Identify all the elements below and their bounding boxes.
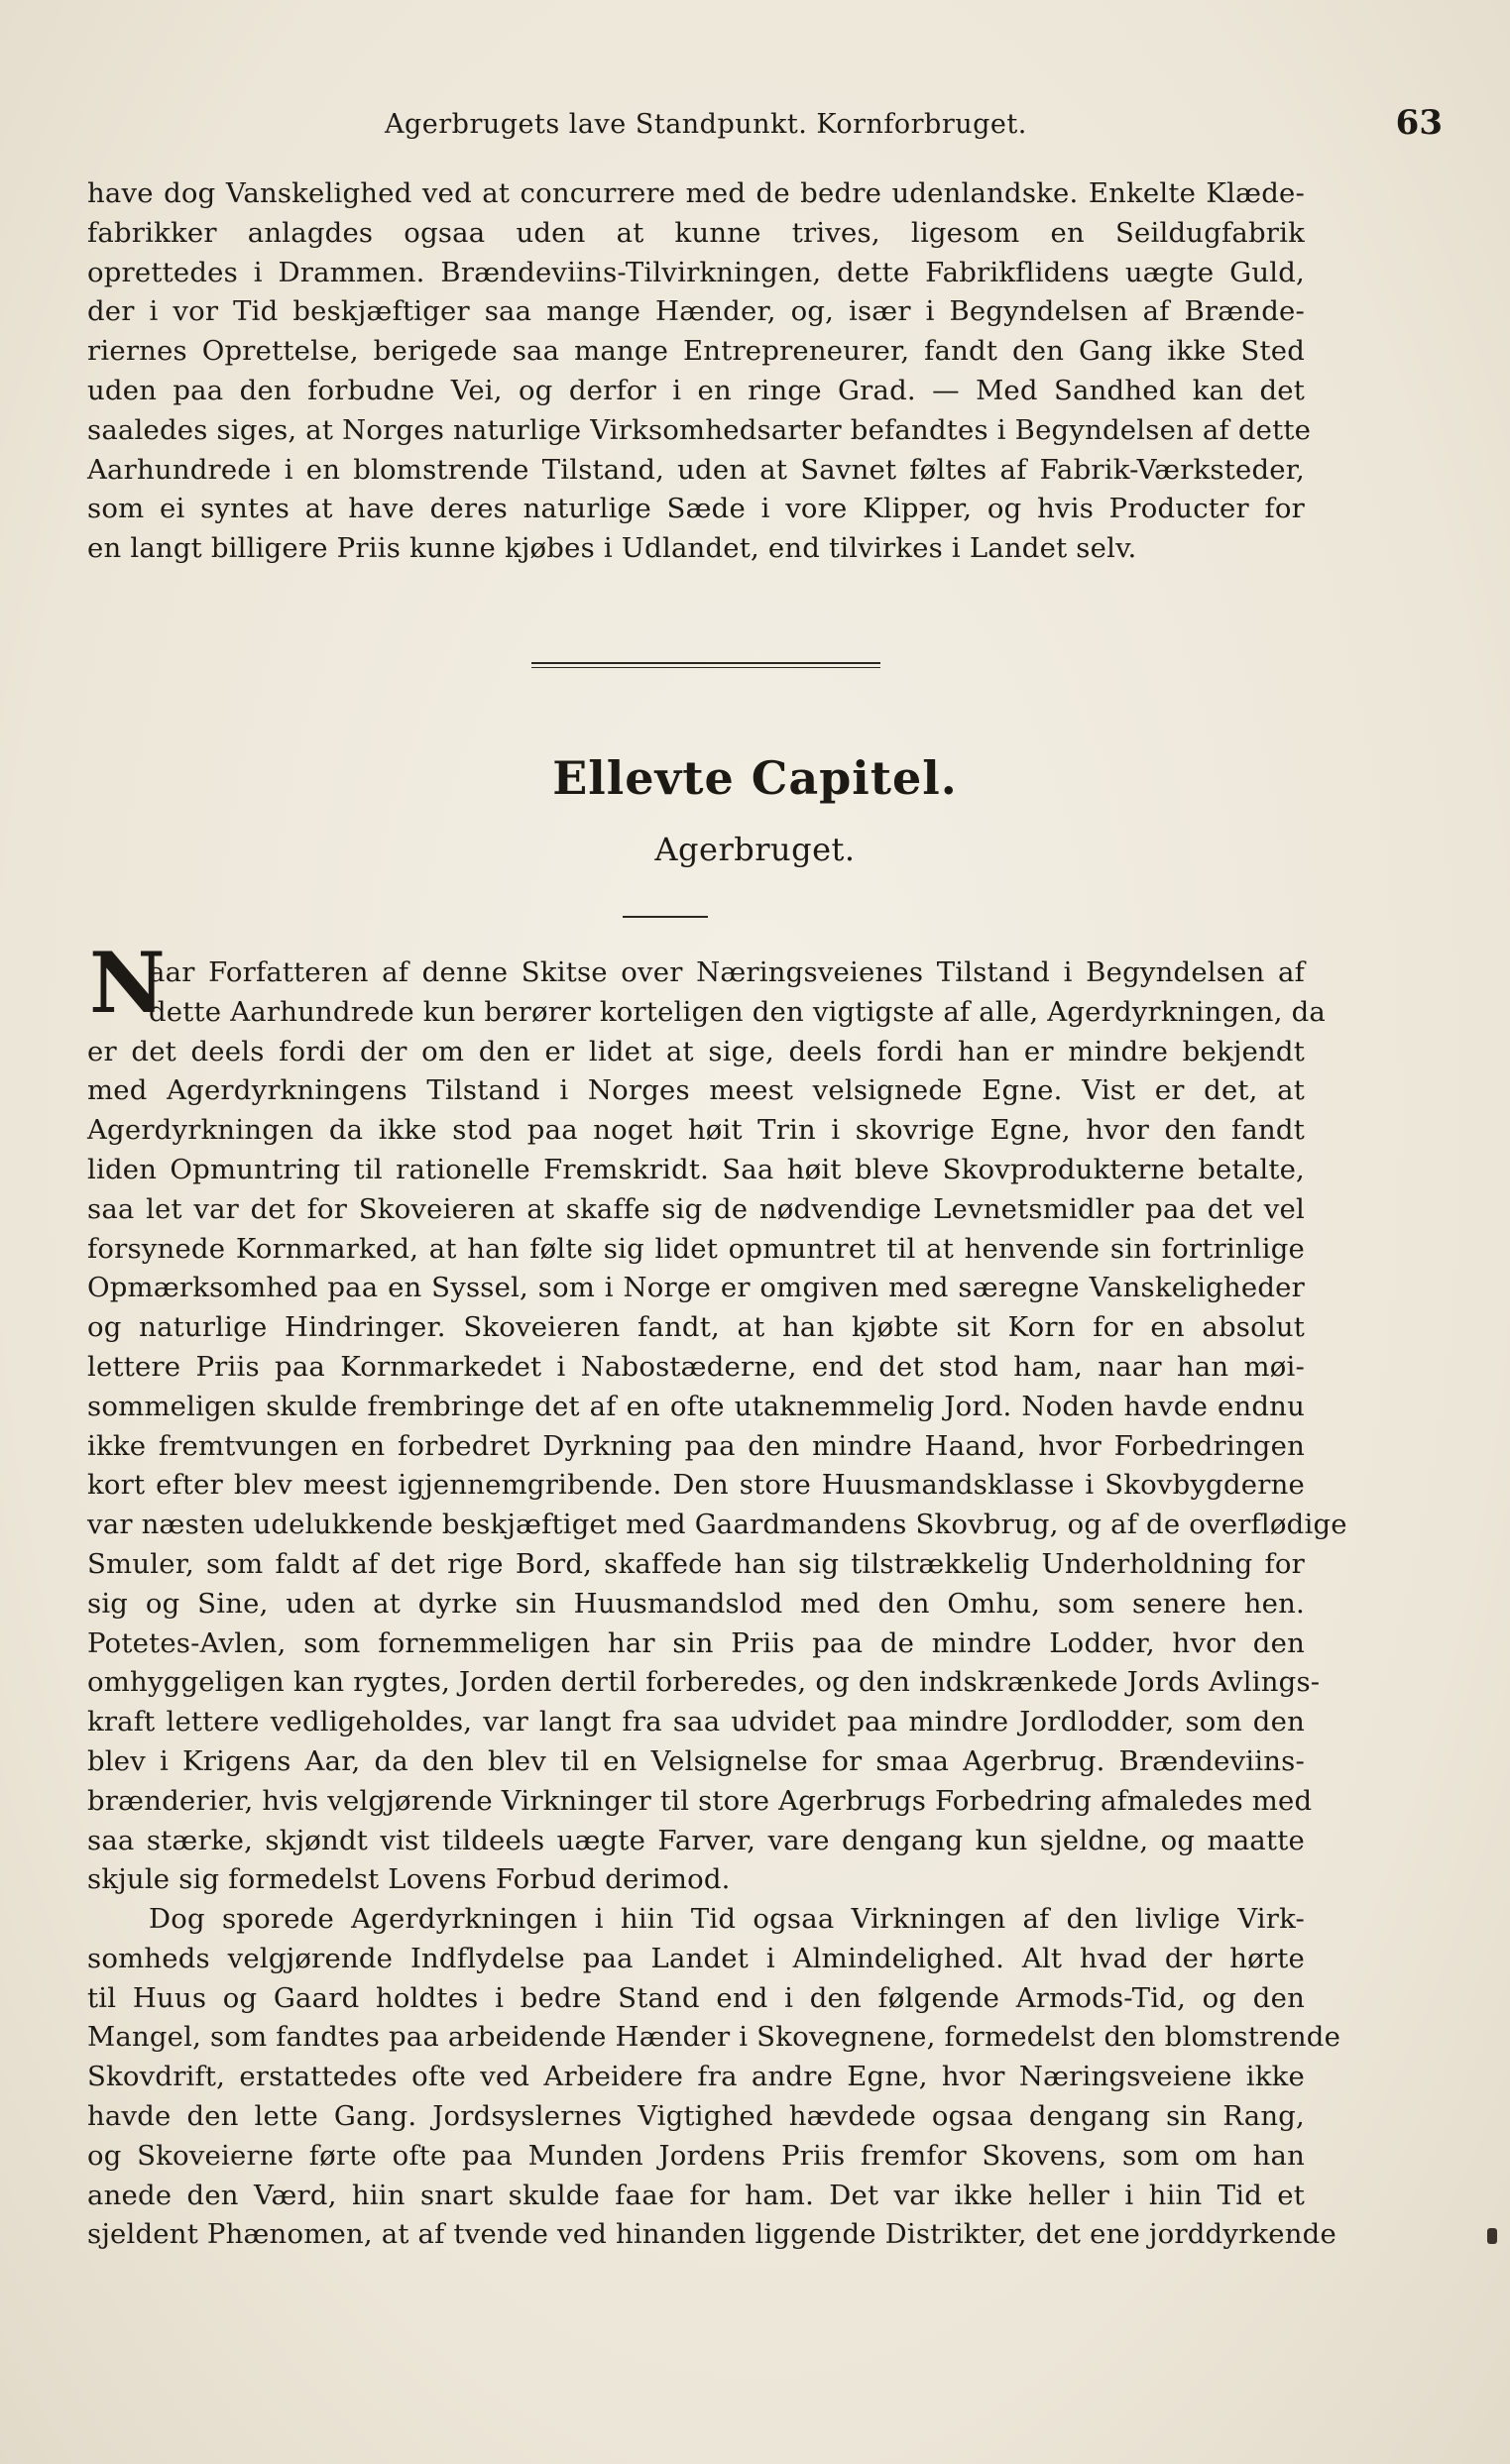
text-line: anede den Værd, hiin snart skulde faae for ham. Det var ikke heller i hiin Tid et [87, 2179, 1305, 2211]
top-paragraph [87, 174, 1312, 569]
running-head: Agerbrugets lave Standpunkt. Kornforbruget. [385, 109, 1027, 140]
text-line: omhyggeligen kan rygtes, Jorden dertil forberedes, og den indskrænkede Jords Avlings- [87, 1666, 1321, 1699]
first-paragraph [87, 953, 1347, 1900]
text-line: Skovdrift, erstattedes ofte ved Arbeidere fra andre Egne, hvor Næringsveiene ikke [87, 2061, 1305, 2093]
text-line: som ei syntes at have deres naturlige Sæde i vore Klipper, og hvis Producter for [87, 493, 1305, 525]
text-line: er det deels fordi der om den er lidet at sige, deels fordi han er mindre bekjendt [87, 1035, 1305, 1067]
text-line: skjule sig formedelst Lovens Forbud derimod. [87, 1863, 731, 1896]
text-line: og Skoveierne førte ofte paa Munden Jordens Priis fremfor Skovens, som om han [87, 2139, 1305, 2172]
text-line: uden paa den forbudne Vei, og derfor i en ringe Grad. — Med Sandhed kan det [87, 374, 1305, 406]
text-line: kort efter blev meest igjennemgribende. Den store Huusmandsklasse i Skovbygderne [87, 1469, 1305, 1502]
text-line: Agerdyrkningen da ikke stod paa noget høit Trin i skovrige Egne, hvor den fandt [87, 1114, 1305, 1147]
page-edge-mark [1487, 2228, 1497, 2244]
text-line: havde den lette Gang. Jordsyslernes Vigtighed hævdede ogsaa dengang sin Rang, [87, 2099, 1305, 2132]
text-line: oprettedes i Drammen. Brændeviins-Tilvirkningen, dette Fabrikflidens uægte Guld, [87, 256, 1305, 288]
text-line: have dog Vanskelighed ved at concurrere med de bedre udenlandske. Enkelte Klæde- [87, 177, 1305, 209]
text-line: liden Opmuntring til rationelle Fremskridt. Saa høit bleve Skovprodukterne betalte, [87, 1153, 1305, 1185]
subtitle-rule [623, 916, 708, 918]
text-line: fabrikker anlagdes ogsaa uden at kunne trives, ligesom en Seildugfabrik [87, 216, 1305, 249]
text-line: somheds velgjørende Indflydelse paa Landet i Almindelighed. Alt hvad der hørte [87, 1942, 1305, 1974]
text-line: med Agerdyrkningens Tilstand i Norges meest velsignede Egne. Vist er det, at [87, 1074, 1305, 1107]
text-line: til Huus og Gaard holdtes i bedre Stand end i den følgende Armods-Tid, og den [87, 1981, 1305, 2014]
text-line: brænderier, hvis velgjørende Virkninger til store Agerbrugs Forbedring afmaledes med [87, 1784, 1313, 1817]
text-line: var næsten udelukkende beskjæftiget med Gaardmandens Skovbrug, og af de overflødige [87, 1509, 1347, 1541]
text-line: forsynede Kornmarked, at han følte sig lidet opmuntret til at henvende sin fortrinlige [87, 1232, 1305, 1265]
text-line: aar Forfatteren af denne Skitse over Næringsveienes Tilstand i Begyndelsen af [149, 956, 1305, 988]
text-line: ikke fremtvungen en forbedret Dyrkning paa den mindre Haand, hvor Forbedringen [87, 1429, 1305, 1462]
text-line: lettere Priis paa Kornmarkedet i Nabostæderne, end det stod ham, naar han møi- [87, 1350, 1305, 1383]
text-line: sig og Sine, uden at dyrke sin Huusmandslod med den Omhu, som senere hen. [87, 1587, 1305, 1620]
text-line: en langt billigere Priis kunne kjøbes i Udlandet, end tilvirkes i Landet selv. [87, 532, 1137, 565]
text-line: kraft lettere vedligeholdes, var langt fra saa udvidet paa mindre Jordlodder, som den [87, 1706, 1305, 1738]
chapter-subtitle: Agerbruget. [654, 831, 856, 868]
text-line: der i vor Tid beskjæftiger saa mange Hænder, og, især i Begyndelsen af Brænde- [87, 295, 1305, 328]
text-line: Aarhundrede i en blomstrende Tilstand, uden at Savnet føltes af Fabrik-Værksteder, [87, 453, 1305, 486]
text-line: blev i Krigens Aar, da den blev til en Velsignelse for smaa Agerbrug. Brændeviins- [87, 1744, 1305, 1777]
text-line: og naturlige Hindringer. Skoveieren fandt, at han kjøbte sit Korn for en absolut [87, 1311, 1305, 1344]
text-line: saaledes siges, at Norges naturlige Virksomhedsarter befandtes i Begyndelsen af dette [87, 413, 1312, 446]
text-line: Potetes-Avlen, som fornemmeligen har sin Priis paa de mindre Lodder, hvor den [87, 1626, 1305, 1659]
text-line: sommeligen skulde frembringe det af en ofte utaknemmelig Jord. Noden havde endnu [87, 1390, 1305, 1422]
text-line: saa let var det for Skoveieren at skaffe sig de nødvendige Levnetsmidler paa det vel [87, 1192, 1305, 1225]
second-paragraph [87, 1900, 1341, 2255]
page-header [87, 103, 1443, 149]
chapter-title: Ellevte Capitel. [552, 751, 958, 805]
drop-cap: N [89, 934, 166, 1032]
text-line: Opmærksomhed paa en Syssel, som i Norge er omgiven med særegne Vanskeligheder [87, 1272, 1305, 1304]
text-line: saa stærke, skjøndt vist tildeels uægte Farver, vare dengang kun sjeldne, og maatte [87, 1824, 1305, 1856]
section-divider [531, 662, 880, 670]
text-line: riernes Oprettelse, berigede saa mange Entrepreneurer, fandt den Gang ikke Sted [87, 335, 1305, 368]
text-line: Mangel, som fandtes paa arbeidende Hænder i Skovegnene, formedelst den blomstrende [87, 2021, 1341, 2054]
text-line: sjeldent Phænomen, at af tvende ved hinanden liggende Distrikter, det ene jorddyrkende [87, 2218, 1336, 2251]
text-line: dette Aarhundrede kun berører korteligen den vigtigste af alle, Agerdyrkningen, da [149, 995, 1326, 1028]
text-line: Dog sporede Agerdyrkningen i hiin Tid ogsaa Virkningen af den livlige Virk- [149, 1903, 1305, 1935]
page-number: 63 [1395, 103, 1443, 143]
text-line: Smuler, som faldt af det rige Bord, skaffede han sig tilstrækkelig Underholdning for [87, 1547, 1305, 1580]
